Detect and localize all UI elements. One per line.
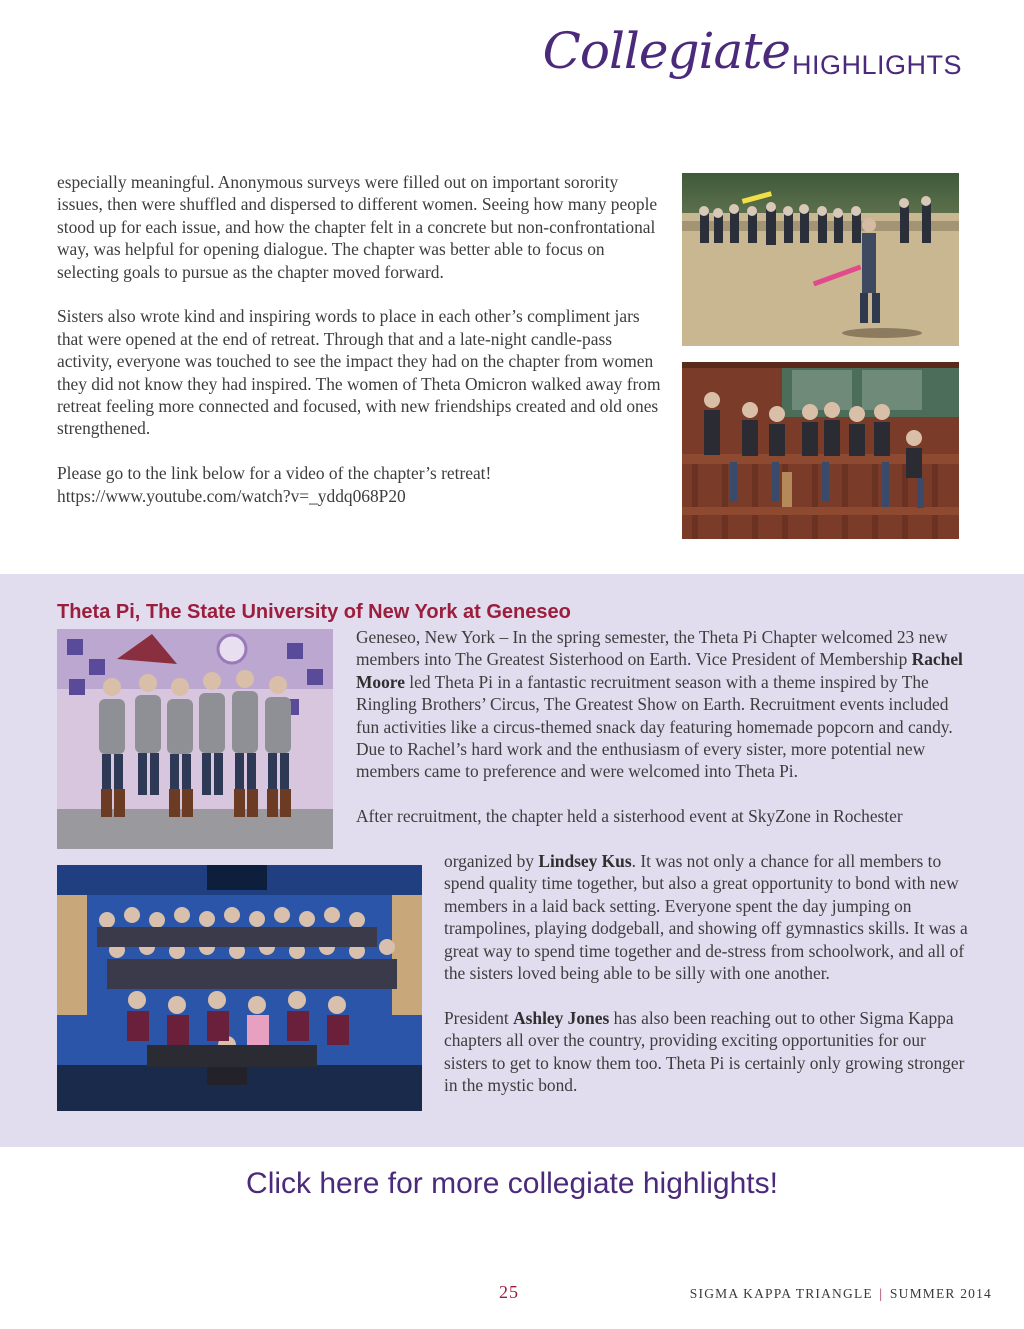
article-2-text: [356, 626, 966, 828]
article-1-paragraph: especially meaningful. Anonymous surveys were filled out on important sorority issues, then were shuffled and dispersed to different women. Seeing how many people stood up for each issue, and how the chapter felt in a concrete but non-confrontational way, was helpful for opening dialogue. The chapter was better able to focus on selecting goals to pursue as the chapter moved forward.: [57, 172, 658, 282]
article-2-text-continued: [444, 850, 969, 1119]
footer-divider: |: [874, 1286, 888, 1301]
text-run: led Theta Pi in a fantastic recruitment season with a theme inspired by The Ringling Brothers’ Circus, The Greatest Show on Earth. Recruitment events included fun activities like a circus-themed snack day featuring homemade popcorn and candy. Due to Rachel’s hard work and the enthusiasm of every sister, more potential new members came to preference and were welcomed into Theta Pi.: [356, 671, 953, 782]
header-script-word: Collegiate: [542, 22, 790, 80]
issue-name: SUMMER 2014: [889, 1286, 992, 1301]
skyzone-group-photo: [57, 865, 422, 1111]
video-link[interactable]: https://www.youtube.com/watch?v=_yddq068P20: [57, 485, 406, 506]
footer-publication: [690, 1286, 992, 1302]
skyzone-group-image: [57, 865, 422, 1111]
retreat-cabin-image: [682, 362, 959, 539]
member-name: Lindsey Kus: [538, 851, 632, 871]
member-name: Rachel Moore: [356, 649, 963, 692]
text-run: President: [444, 1007, 514, 1028]
header-highlights-word: HIGHLIGHTS: [791, 50, 962, 80]
page-number: 25: [499, 1282, 519, 1302]
publication-name: SIGMA KAPPA TRIANGLE: [689, 1286, 873, 1301]
recruitment-group-photo: [57, 629, 333, 849]
member-name: Ashley Jones: [513, 1007, 610, 1028]
text-run: . It was not only a chance for all members to spend quality time together, but also a great opportunity to bond with new members in a laid back setting. Everyone spent the day jumping on trampolines, playing dodgeball, and showing off gymnastics skills. It was a great way to spend time together and de-stress from schoolwork, and all of the sisters loved being able to be silly with one another.: [444, 851, 968, 984]
article-2-paragraph-2-first-line: After recruitment, the chapter held a sisterhood event at SkyZone in Rochester: [356, 806, 903, 827]
article-1-text: [57, 171, 667, 507]
retreat-cabin-photo: [682, 362, 959, 539]
article-2-paragraph-2: [444, 850, 969, 984]
recruitment-group-image: [57, 629, 333, 849]
text-run: has also been reaching out to other Sigma Kappa chapters all over the country, providing exciting opportunities for our sisters to get to know them too. Theta Pi is certainly only growing stronger in the mystic bond.: [444, 1007, 965, 1096]
retreat-outdoor-image: [682, 173, 959, 346]
article-2-paragraph-1: [356, 626, 966, 783]
more-highlights-link[interactable]: Click here for more collegiate highlights!: [246, 1167, 778, 1200]
article-2-title: Theta Pi, The State University of New York at Geneseo: [57, 601, 571, 623]
article-1-video-block: [57, 462, 667, 507]
article-2-paragraph-3: [444, 1007, 969, 1097]
text-run: organized by: [444, 851, 539, 871]
article-1-paragraph: Sisters also wrote kind and inspiring words to place in each other’s compliment jars that were opened at the end of retreat. Through that and a late-night candle-pass activity, everyone was touched to see the impact they had on the chapter from women they did not know they had inspired. The women of Theta Omicron walked away from retreat feeling more connected and focused, with new friendships created and old ones strengthened.: [57, 306, 661, 439]
video-intro: Please go to the link below for a video of the chapter’s retreat!: [57, 463, 492, 484]
retreat-outdoor-photo: [682, 173, 959, 346]
text-run: Geneseo, New York – In the spring semester, the Theta Pi Chapter welcomed 23 new members into The Greatest Sisterhood on Earth. Vice President of Membership: [356, 627, 948, 670]
